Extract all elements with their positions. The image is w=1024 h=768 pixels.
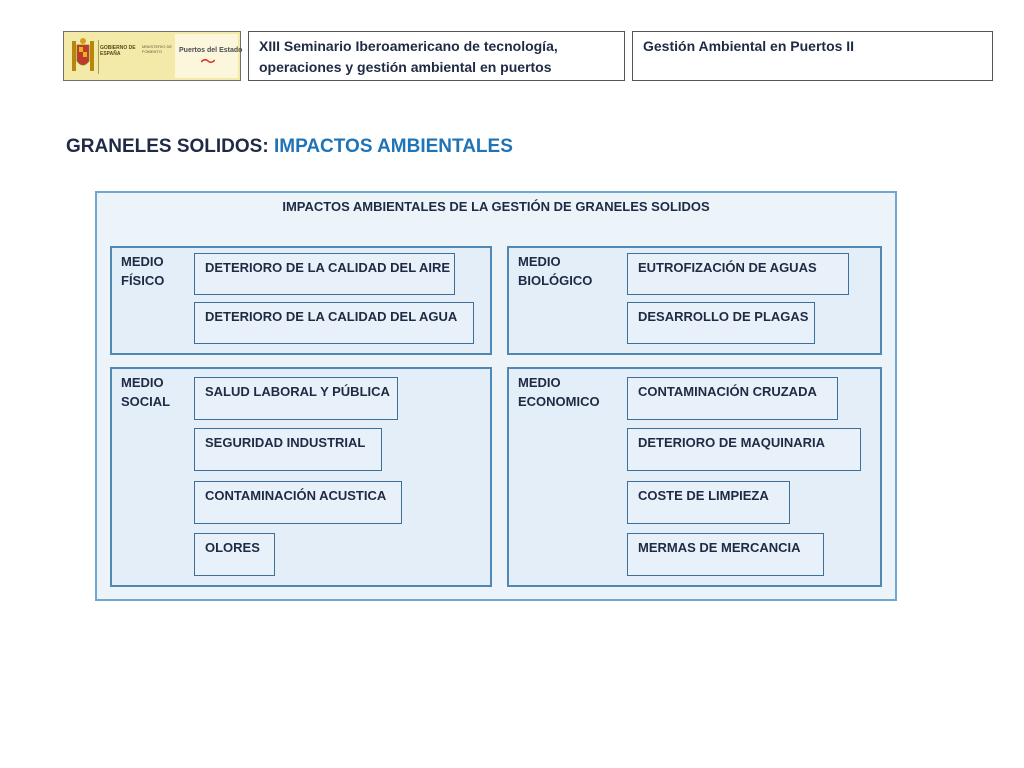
- group-label-line-2: FÍSICO: [121, 273, 165, 288]
- impact-item: OLORES: [194, 533, 275, 576]
- coat-of-arms-icon: [70, 37, 96, 75]
- group-label-fisico: [121, 252, 201, 290]
- impact-item: DETERIORO DE LA CALIDAD DEL AIRE: [194, 253, 455, 295]
- title-accent: IMPACTOS AMBIENTALES: [273, 136, 513, 157]
- logo-divider: [98, 40, 99, 74]
- impact-item: CONTAMINACIÓN ACUSTICA: [194, 481, 402, 524]
- seminar-line-1: XIII Seminario Iberoamericano de tecnología,: [259, 38, 558, 54]
- impact-item: CONTAMINACIÓN CRUZADA: [627, 377, 838, 420]
- group-label-line-2: SOCIAL: [121, 394, 171, 409]
- seminar-line-2: operaciones y gestión ambiental en puertos: [259, 59, 552, 75]
- impact-item: DETERIORO DE MAQUINARIA: [627, 428, 861, 471]
- page-title: [66, 136, 513, 158]
- impact-item: SEGURIDAD INDUSTRIAL: [194, 428, 382, 471]
- seminar-header-box: [248, 31, 625, 81]
- group-label-line-2: ECONOMICO: [518, 394, 600, 409]
- impact-item: MERMAS DE MERCANCIA: [627, 533, 824, 576]
- impact-item: DESARROLLO DE PLAGAS: [627, 302, 815, 344]
- puertos-del-estado-logo: [63, 31, 241, 81]
- impact-item: COSTE DE LIMPIEZA: [627, 481, 790, 524]
- group-label-line-2: BIOLÓGICO: [518, 273, 593, 288]
- impact-item: EUTROFIZACIÓN DE AGUAS: [627, 253, 849, 295]
- logo-brand-text: Puertos del Estado: [179, 47, 243, 54]
- swoosh-icon: [201, 58, 215, 64]
- logo-brand-area: [175, 34, 243, 78]
- impact-item: SALUD LABORAL Y PÚBLICA: [194, 377, 398, 420]
- group-label-line-1: MEDIO: [518, 375, 561, 390]
- group-label-line-1: MEDIO: [518, 254, 561, 269]
- logo-gov-text: GOBIERNO DE ESPAÑA: [100, 45, 136, 57]
- group-label-biologico: [518, 252, 618, 290]
- title-prefix: GRANELES SOLIDOS:: [66, 136, 269, 157]
- impact-item: DETERIORO DE LA CALIDAD DEL AGUA: [194, 302, 474, 344]
- group-label-line-1: MEDIO: [121, 375, 164, 390]
- diagram-heading: IMPACTOS AMBIENTALES DE LA GESTIÓN DE GRANELES SOLIDOS: [282, 199, 710, 214]
- group-label-economico: [518, 373, 618, 411]
- group-label-line-1: MEDIO: [121, 254, 164, 269]
- course-title: Gestión Ambiental en Puertos II: [643, 38, 855, 54]
- group-label-social: [121, 373, 201, 411]
- course-header-box: [632, 31, 993, 81]
- logo-ministry-text: MINISTERIO DE FOMENTO: [142, 44, 173, 54]
